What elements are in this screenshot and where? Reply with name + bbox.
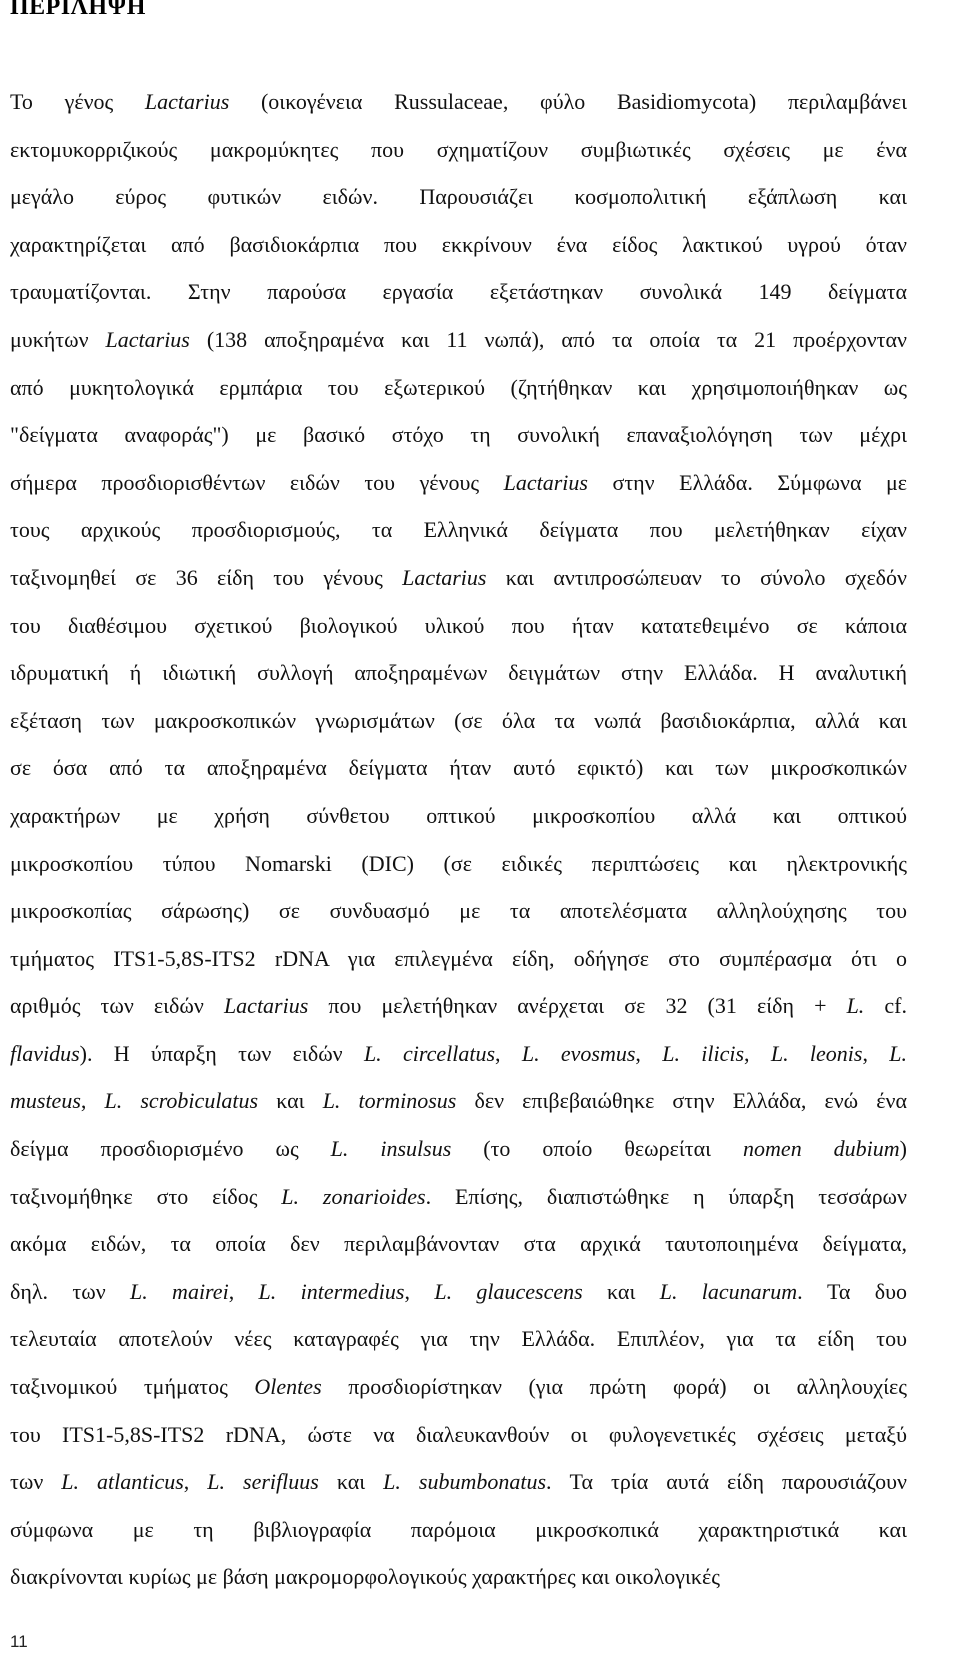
text-run: , [183,1469,208,1495]
text-line [10,268,907,316]
text-run: , [744,1040,771,1066]
text-run: και αντιπροσώπευαν το σύνολο σχεδόν [486,564,907,590]
text-run: τραυματίζονται. Στην παρούσα εργασία εξετάστηκαν συνολικά 149 δείγματα [10,279,907,305]
text-line [10,697,907,745]
text-run: τμήματος ITS1-5,8S-ITS2 rDNA για επιλεγμένα είδη, οδήγησε στο συμπέρασμα ότι ο [10,945,907,971]
text-line [10,1315,907,1363]
italic-text-run: Lactarius [223,993,309,1019]
text-run: του διαθέσιμου σχετικού βιολογικού υλικού που ήταν κατατεθειμένο σε κάποια [10,612,907,638]
text-run: Το γένος [10,89,145,114]
text-line [10,459,907,507]
italic-text-run: Lactarius [402,564,487,590]
text-line [10,649,907,697]
text-run: δηλ. των [10,1278,130,1304]
text-run: από μυκητολογικά ερμπάρια του εξωτερικού (ζητήθηκαν και χρησιμοποιήθηκαν ως [10,374,907,400]
italic-text-run: L. lacunarum [659,1278,798,1304]
text-run: στην Ελλάδα. Σύμφωνα με [587,469,908,495]
text-run: , [635,1040,663,1066]
text-run: τελευταία αποτελούν νέες καταγραφές για την Ελλάδα. Επιπλέον, για τα είδη του [10,1326,907,1352]
italic-text-run: L. mairei [129,1278,229,1304]
text-run: , [404,1278,435,1304]
italic-text-run: Lactarius [105,326,190,352]
text-line [10,982,907,1030]
text-run: σήμερα προσδιορισθέντων ειδών του γένους [10,469,504,495]
text-run: , [228,1278,259,1304]
italic-text-run: L. atlanticus [61,1469,184,1495]
italic-text-run: L. insulsus [330,1136,452,1162]
text-run: και [258,1088,323,1114]
text-line [10,1220,907,1268]
text-line [10,840,907,888]
text-run: ιδρυματική ή ιδιωτική συλλογή αποξηραμένων δειγμάτων στην Ελλάδα. Η αναλυτική [10,660,907,686]
text-line [10,1173,907,1221]
text-run: (οικογένεια Russulaceae, φύλο Basidiomycota) περιλαμβάνει [229,89,907,114]
abstract-body [10,78,907,1601]
text-line [10,1506,907,1554]
italic-text-run: L. leonis [770,1040,863,1066]
italic-text-run: L. zonarioides [281,1183,426,1209]
text-line [10,316,907,364]
text-run: του ITS1-5,8S-ITS2 rDNA, ώστε να διαλευκανθούν οι φυλογενετικές σχέσεις μεταξύ [10,1421,907,1447]
text-run: των [10,1469,62,1495]
text-run: . Τα τρία αυτά είδη παρουσιάζουν [546,1469,907,1495]
text-line [10,78,907,126]
text-run: δεν επιβεβαιώθηκε στην Ελλάδα, ενώ ένα [456,1088,907,1114]
text-line [10,221,907,269]
text-line [10,1458,907,1506]
text-run: "δείγματα αναφοράς") με βασικό στόχο τη συνολική επαναξιολόγηση των μέχρι [10,422,907,448]
text-run: μεγάλο εύρος φυτικών ειδών. Παρουσιάζει κοσμοπολιτική εξάπλωση και [10,184,907,210]
text-line [10,1030,907,1078]
text-line [10,554,907,602]
text-line [10,935,907,983]
text-run: μικροσκοπίου τύπου Nomarski (DIC) (σε ειδικές περιπτώσεις και ηλεκτρονικής [10,850,907,876]
text-line [10,364,907,412]
text-run: χαρακτήρων με χρήση σύνθετου οπτικού μικροσκοπίου αλλά και οπτικού [10,802,907,828]
italic-text-run: Olentes [254,1374,322,1400]
italic-text-run: L. subumbonatus [383,1469,547,1495]
text-run: μικροσκοπίας σάρωσης) σε συνδυασμό με τα αποτελέσματα αλληλούχησης του [10,898,907,924]
text-run: σύμφωνα με τη βιβλιογραφία παρόμοια μικροσκοπικά χαρακτηριστικά και [10,1516,907,1542]
text-run: ). Η ύπαρξη των ειδών [79,1040,364,1066]
text-run: . Τα δυο [797,1278,908,1304]
italic-text-run: Lactarius [503,469,588,495]
text-run: , [862,1040,890,1066]
text-line [10,887,907,935]
italic-text-run: flavidus [10,1040,80,1066]
text-run: (138 αποξηραμένα και 11 νωπά), από τα οποία τα 21 προέρχονταν [189,326,907,352]
text-run: ταξινομικού τμήματος [10,1374,255,1400]
text-line [10,744,907,792]
italic-text-run: nomen dubium [743,1136,900,1162]
italic-text-run: L. torminosus [322,1088,457,1114]
italic-text-run: L. intermedius [258,1278,405,1304]
text-run: σε όσα από τα αποξηραμένα δείγματα ήταν αυτό εφικτό) και των μικροσκοπικών [10,755,907,781]
italic-text-run: L. [846,993,865,1019]
text-line [10,1268,907,1316]
text-run: (το οποίο θεωρείται [451,1136,744,1162]
text-run: προσδιορίστηκαν (για πρώτη φορά) οι αλληλουχίες [321,1374,907,1400]
text-run: εκτομυκορριζικούς μακρομύκητες που σχηματίζουν συμβιωτικές σχέσεις με ένα [10,136,907,162]
text-run: αριθμός των ειδών [10,993,224,1019]
text-line [10,411,907,459]
italic-text-run: L. ilicis [662,1040,745,1066]
text-run: που μελετήθηκαν ανέρχεται σε 32 (31 είδη + [308,993,847,1019]
italic-text-run: L. evosmus [521,1040,636,1066]
page-number: 11 [10,1632,28,1651]
text-run: δείγμα προσδιορισμένο ως [10,1136,331,1162]
text-run: , [80,1088,105,1114]
text-run: μυκήτων [10,326,106,352]
text-line [10,602,907,650]
text-run: διακρίνονται κυρίως με βάση μακρομορφολογικούς χαρακτήρες και οικολογικές [10,1564,720,1590]
text-run: και [318,1469,384,1495]
text-line [10,792,907,840]
italic-text-run: Lactarius [144,89,230,114]
italic-text-run: musteus [10,1088,81,1114]
text-run: ακόμα ειδών, τα οποία δεν περιλαμβάνονταν στα αρχικά ταυτοποιημένα δείγματα, [10,1231,907,1257]
text-run: ) [899,1136,907,1162]
italic-text-run: L. glaucescens [434,1278,583,1304]
text-run: τους αρχικούς προσδιορισμούς, τα Ελληνικά δείγματα που μελετήθηκαν είχαν [10,517,907,543]
text-run: cf. [864,993,907,1019]
text-run: και [582,1278,660,1304]
text-run: χαρακτηρίζεται από βασιδιοκάρπια που εκκρίνουν ένα είδος λακτικού υγρού όταν [10,231,907,257]
text-run: , [495,1040,522,1066]
text-line [10,1363,907,1411]
text-line [10,126,907,174]
text-line [10,1077,907,1125]
text-run: ταξινομηθεί σε 36 είδη του γένους [10,564,403,590]
text-run: ταξινομήθηκε στο είδος [10,1183,282,1209]
text-line [10,506,907,554]
text-line [10,173,907,221]
text-line [10,1411,907,1459]
abstract-heading: ΠΕΡΙΛΗΨΗ [10,0,146,20]
text-run: εξέταση των μακροσκοπικών γνωρισμάτων (σε όλα τα νωπά βασιδιοκάρπια, αλλά και [10,707,907,733]
italic-text-run: L. [889,1040,908,1066]
italic-text-run: L. scrobiculatus [104,1088,259,1114]
text-line [10,1553,907,1601]
italic-text-run: L. serifluus [207,1469,319,1495]
text-line [10,1125,907,1173]
text-run: . Επίσης, διαπιστώθηκε η ύπαρξη τεσσάρων [425,1183,907,1209]
italic-text-run: L. circellatus [363,1040,496,1066]
